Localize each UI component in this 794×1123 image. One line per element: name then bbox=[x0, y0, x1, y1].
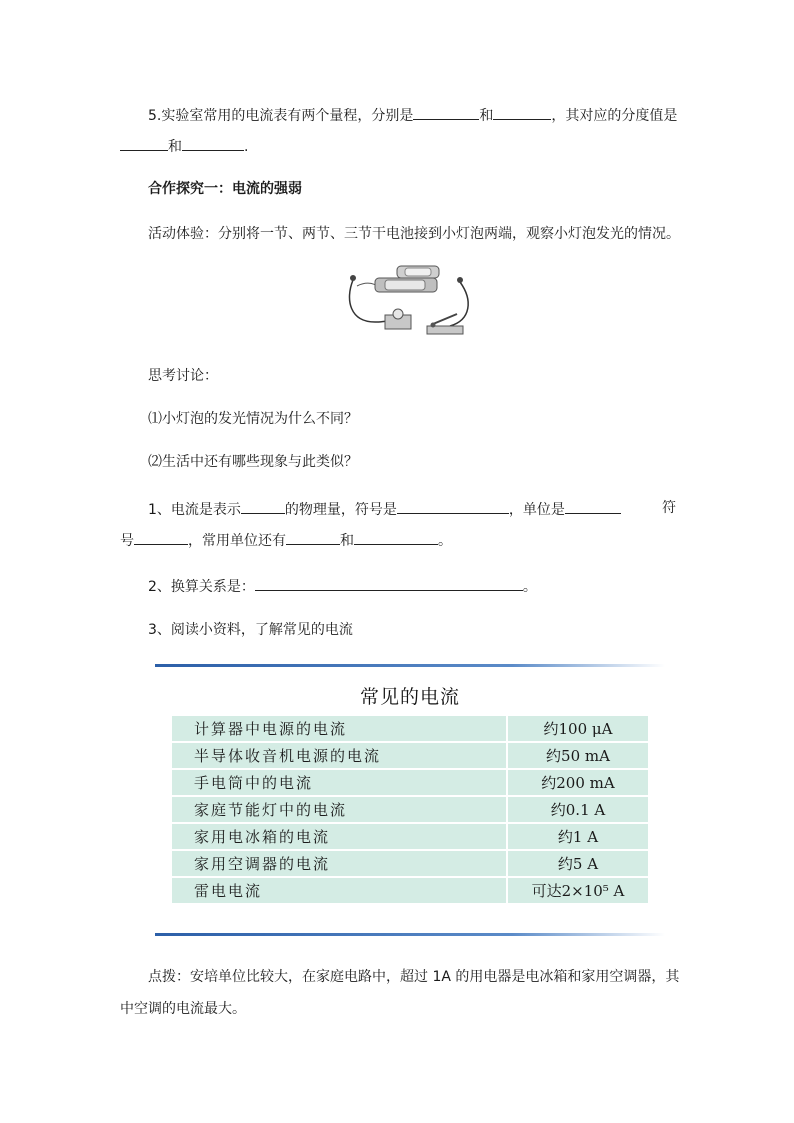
blank[interactable] bbox=[286, 529, 340, 545]
discussion-q1: ⑴小灯泡的发光情况为什么不同？ bbox=[148, 411, 358, 427]
discussion-q2: ⑵生活中还有哪些现象与此类似？ bbox=[148, 454, 358, 470]
row-value: 约200 mA bbox=[507, 769, 649, 796]
top-divider bbox=[155, 664, 665, 667]
row-value: 约1 A bbox=[507, 823, 649, 850]
row-label: 家用电冰箱的电流 bbox=[171, 823, 507, 850]
row-value: 可达2×10⁵ A bbox=[507, 877, 649, 904]
row-label: 手电筒中的电流 bbox=[171, 769, 507, 796]
bottom-divider bbox=[155, 933, 665, 936]
table-row bbox=[171, 769, 649, 796]
table-row bbox=[171, 796, 649, 823]
item-2: 2、换算关系是： 。 bbox=[148, 575, 704, 597]
activity-text: 活动体验：分别将一节、两节、三节干电池接到小灯泡两端，观察小灯泡发光的情况。 bbox=[148, 226, 680, 242]
table-row bbox=[171, 877, 649, 904]
item-3: 3、阅读小资料，了解常见的电流 bbox=[148, 622, 353, 638]
blank[interactable] bbox=[182, 135, 244, 151]
question-5-line1: 5.实验室常用的电流表有两个量程，分别是 和 ，其对应的分度值是 bbox=[148, 104, 704, 126]
discussion-label: 思考讨论： bbox=[148, 368, 218, 384]
table-title: 常见的电流 bbox=[359, 686, 460, 708]
current-reference-table bbox=[155, 662, 665, 937]
row-label: 计算器中电源的电流 bbox=[171, 715, 507, 742]
blank[interactable] bbox=[565, 498, 621, 514]
tip-line1: 点拨：安培单位比较大，在家庭电路中，超过 1A 的用电器是电冰箱和家用空调器，其 bbox=[148, 969, 680, 985]
question-5-line2: 和 . bbox=[120, 135, 676, 157]
row-value: 约100 μA bbox=[507, 715, 649, 742]
row-value: 约5 A bbox=[507, 850, 649, 877]
blank[interactable] bbox=[255, 575, 523, 591]
row-value: 约0.1 A bbox=[507, 796, 649, 823]
row-value: 约50 mA bbox=[507, 742, 649, 769]
item-1-line1: 1、电流是表示 的物理量，符号是 ，单位是 符 bbox=[148, 500, 676, 518]
table-row bbox=[171, 823, 649, 850]
blank[interactable] bbox=[397, 498, 509, 514]
table-row bbox=[171, 850, 649, 877]
table-row bbox=[171, 742, 649, 769]
table-row bbox=[171, 715, 649, 742]
blank[interactable] bbox=[241, 498, 285, 514]
row-label: 家庭节能灯中的电流 bbox=[171, 796, 507, 823]
item-1-line2: 号 ，常用单位还有 和 。 bbox=[120, 529, 676, 551]
section-title: 合作探究一：电流的强弱 bbox=[148, 181, 302, 197]
row-label: 雷电电流 bbox=[171, 877, 507, 904]
blank[interactable] bbox=[120, 135, 168, 151]
tip-line2: 中空调的电流最大。 bbox=[120, 1001, 246, 1017]
blank[interactable] bbox=[413, 104, 479, 120]
blank[interactable] bbox=[134, 529, 188, 545]
blank[interactable] bbox=[354, 529, 438, 545]
battery-bulb-circuit-image bbox=[345, 260, 475, 348]
row-label: 家用空调器的电流 bbox=[171, 850, 507, 877]
current-table bbox=[170, 714, 650, 905]
row-label: 半导体收音机电源的电流 bbox=[171, 742, 507, 769]
blank[interactable] bbox=[493, 104, 551, 120]
